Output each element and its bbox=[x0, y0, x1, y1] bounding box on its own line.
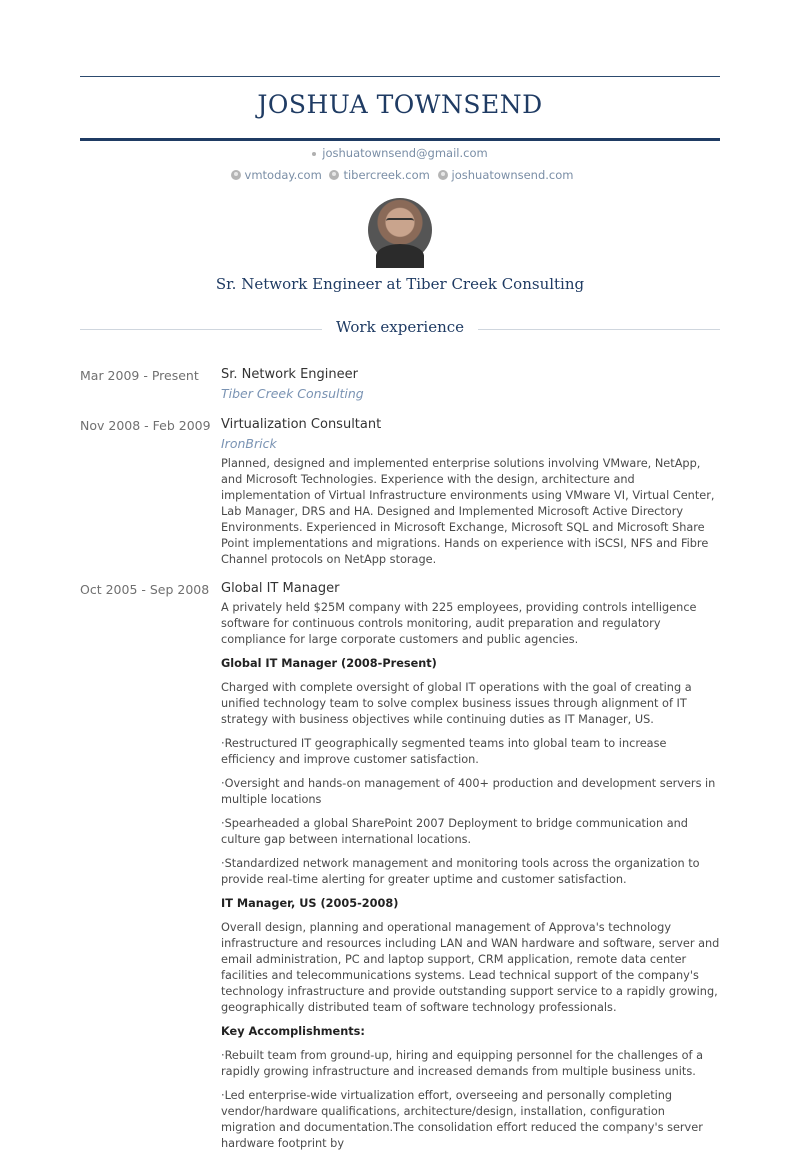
entry-title: Sr. Network Engineer bbox=[221, 367, 358, 382]
section-divider-right bbox=[478, 329, 720, 330]
sub-heading: Global IT Manager (2008-Present) bbox=[221, 657, 437, 670]
experience-entry bbox=[80, 366, 720, 404]
contact-email-row bbox=[80, 146, 720, 160]
entry-body bbox=[221, 366, 720, 404]
bullet-item: ·Restructured IT geographically segmented teams into global team to increase efficiency and improve customer satisfaction. bbox=[221, 737, 667, 766]
globe-icon bbox=[438, 170, 448, 180]
bullet-item: ·Spearheaded a global SharePoint 2007 Deployment to bridge communication and culture gap between international locations. bbox=[221, 817, 688, 846]
entry-title: Virtualization Consultant bbox=[221, 417, 382, 432]
experience-entry bbox=[80, 580, 720, 1152]
entry-body bbox=[221, 416, 720, 568]
bullet-item: ·Led enterprise-wide virtualization effort, overseeing and personally completing vendor/hardware qualifications, architecture/design, installation, configuration migration and documentation.The consolidation effort reduced the company's server hardware footprint by bbox=[221, 1089, 703, 1150]
bullet-item: ·Rebuilt team from ground-up, hiring and equipping personnel for the challenges of a rapidly growing infrastructure and increased demands from multiple business units. bbox=[221, 1049, 704, 1078]
globe-icon bbox=[329, 170, 339, 180]
website-link-1[interactable]: vmtoday.com bbox=[244, 168, 322, 182]
sub-description: Charged with complete oversight of global IT operations with the goal of creating a unified technology team to solve complex business issues through alignment of IT strategy with business objectives while continuing duties as IT Manager, US. bbox=[221, 681, 692, 726]
section-header-work-experience bbox=[80, 318, 720, 338]
website-link-2[interactable]: tibercreek.com bbox=[343, 168, 430, 182]
sub-description: Overall design, planning and operational management of Approva's technology infrastructure and resources including LAN and WAN hardware and software, server and email administration, PC and laptop support, CRM application, remote data center facilities and telecommunications systems. Lead technical support of the company's technology infrastructure and provide outstanding support service to a rapidly growing, geographically distributed team of software technology professionals. bbox=[221, 921, 720, 1014]
entry-date: Nov 2008 - Feb 2009 bbox=[80, 418, 211, 433]
entry-description: Planned, designed and implemented enterprise solutions involving VMware, NetApp, and Microsoft Technologies. Experience with the design, architecture and implementation of Virtual Infrastructure environments using VMware VI, Virtual Center, Lab Manager, DRS and HA. Designed and Implemented Microsoft Active Directory Environments. Experienced in Microsoft Exchange, Microsoft SQL and Microsoft Share Point implementations and migrations. Hands on experience with iSCSI, NFS and Fibre Channel protocols on NetApp storage. bbox=[221, 457, 715, 566]
experience-list bbox=[80, 366, 720, 1164]
section-title: Work experience bbox=[335, 318, 465, 336]
entry-intro: A privately held $25M company with 225 employees, providing controls intelligence software for continuous controls monitoring, audit preparation and regulatory compliance for large corporate customers and public agencies. bbox=[221, 601, 697, 646]
entry-body bbox=[221, 580, 720, 1152]
top-rule bbox=[80, 76, 720, 77]
name-underline bbox=[80, 138, 720, 141]
email-link[interactable]: joshuatownsend@gmail.com bbox=[322, 146, 488, 160]
profile-photo bbox=[368, 198, 432, 262]
globe-icon bbox=[231, 170, 241, 180]
candidate-name: JOSHUA TOWNSEND bbox=[257, 90, 543, 119]
website-link-3[interactable]: joshuatownsend.com bbox=[451, 168, 574, 182]
entry-date: Mar 2009 - Present bbox=[80, 368, 199, 383]
sub-heading: Key Accomplishments: bbox=[221, 1025, 365, 1038]
bullet-item: ·Standardized network management and monitoring tools across the organization to provide real-time alerting for greater uptime and customer satisfaction. bbox=[221, 857, 700, 886]
entry-title: Global IT Manager bbox=[221, 581, 340, 596]
contact-websites-row bbox=[80, 168, 720, 182]
entry-company: IronBrick bbox=[221, 436, 277, 451]
entry-company: Tiber Creek Consulting bbox=[221, 386, 364, 401]
avatar-shirt bbox=[376, 244, 424, 268]
sub-heading: IT Manager, US (2005-2008) bbox=[221, 897, 399, 910]
headline: Sr. Network Engineer at Tiber Creek Consulting bbox=[215, 275, 585, 293]
email-icon bbox=[312, 152, 316, 156]
entry-date: Oct 2005 - Sep 2008 bbox=[80, 582, 210, 597]
experience-entry bbox=[80, 416, 720, 568]
bullet-item: ·Oversight and hands-on management of 400+ production and development servers in multiple locations bbox=[221, 777, 716, 806]
avatar-glasses bbox=[386, 218, 414, 224]
